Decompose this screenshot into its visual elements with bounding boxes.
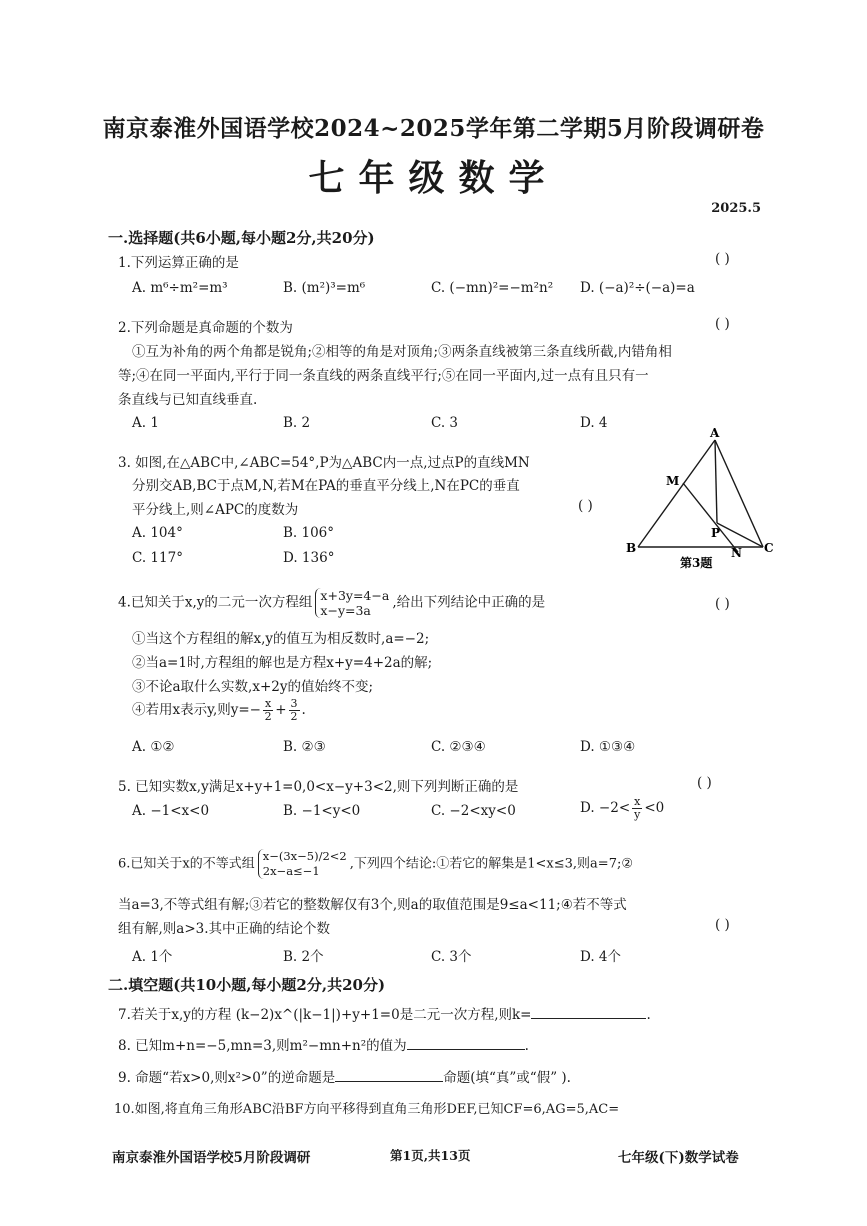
- q2-statements-line2: 等;④在同一平面内,平行于同一条直线的两条直线平行;⑤在同一平面内,过一点有且只有一: [118, 368, 649, 384]
- label-c: C: [764, 541, 774, 555]
- q5-option-b: B. −1<y<0: [283, 803, 361, 819]
- q3-option-a: A. 104°: [132, 525, 183, 541]
- q4-equation-system: [315, 588, 389, 618]
- q2-stem: 2.下列命题是真命题的个数为: [118, 320, 293, 336]
- segment-ab: [638, 440, 715, 547]
- q4-eq2: x−y=3a: [320, 603, 371, 618]
- q6-stem-post: ,下列四个结论:①若它的解集是1<x≤3,则a=7;②: [349, 856, 634, 872]
- q3-stem-line1: 3. 如图,在△ABC中,∠ABC=54°,P为△ABC内一点,过点P的直线MN: [118, 455, 530, 471]
- q6-option-a: A. 1个: [132, 949, 173, 965]
- q7-stem: [118, 1003, 651, 1023]
- q6-stem-pre: 6.已知关于x的不等式组: [118, 856, 255, 872]
- label-m: M: [666, 474, 680, 488]
- q9-post: 命题(填“真”或“假” ).: [443, 1070, 571, 1086]
- section-heading-fill: 二.填空题(共10小题,每小题2分,共20分): [108, 976, 386, 994]
- q2-option-c: C. 3: [431, 415, 459, 431]
- label-p: P: [711, 526, 721, 540]
- q3-answer-paren: ( ): [578, 498, 593, 514]
- q4-conclusion-4: [132, 698, 306, 723]
- q4-f1-num: x: [265, 697, 272, 710]
- q6-stem-line2: 当a=3,不等式组有解;③若它的整数解仅有3个,则a的取值范围是9≤a<11;④若不等式: [118, 897, 627, 913]
- q6-option-b: B. 2个: [283, 949, 324, 965]
- exam-title: 南京泰淮外国语学校2024~2025学年第二学期5月阶段调研卷: [102, 115, 765, 142]
- q4-stem-post: ,给出下列结论中正确的是: [392, 594, 546, 611]
- q7-pre: 7.若关于x,y的方程 (k−2)x^(|k−1|)+y+1=0是二元一次方程,则k=: [118, 1007, 532, 1023]
- q7-answer-blank[interactable]: [531, 1004, 646, 1019]
- q6-stem: [118, 849, 633, 879]
- q8-stem: [118, 1034, 529, 1054]
- segment-ac: [715, 440, 763, 547]
- footer-paper-name: 七年级(下)数学试卷: [618, 1150, 739, 1166]
- q3-triangle-figure: [620, 425, 780, 575]
- q6-inequality-system: [258, 849, 347, 879]
- q5-d-den: y: [634, 808, 641, 821]
- q4-l4-pre: ④若用x表示y,则y=−: [132, 702, 261, 718]
- q6-stem-line3: 组有解,则a>3.其中正确的结论个数: [118, 921, 331, 937]
- q4-option-b: B. ②③: [283, 739, 326, 755]
- q1-option-b: B. (m²)³=m⁶: [283, 280, 366, 296]
- exam-date: 2025.5: [711, 201, 761, 216]
- q4-f2-den: 2: [290, 710, 298, 723]
- q5-d-num: x: [634, 795, 641, 808]
- q4-option-a: A. ①②: [132, 739, 175, 755]
- q5-answer-paren: ( ): [697, 775, 712, 791]
- label-a: A: [710, 426, 720, 440]
- q2-answer-paren: ( ): [715, 316, 730, 332]
- q8-answer-blank[interactable]: [407, 1035, 525, 1050]
- q3-stem-line2: 分别交AB,BC于点M,N,若M在PA的垂直平分线上,N在PC的垂直: [132, 478, 520, 494]
- q4-option-c: C. ②③④: [431, 739, 486, 755]
- q9-pre: 9. 命题“若x>0,则x²>0”的逆命题是: [118, 1070, 336, 1086]
- q4-answer-paren: ( ): [715, 596, 730, 612]
- q2-option-b: B. 2: [283, 415, 311, 431]
- q4-f2-num: 3: [290, 697, 298, 710]
- q4-eq1: x+3y=4−a: [320, 588, 390, 603]
- q8-pre: 8. 已知m+n=−5,mn=3,则m²−mn+n²的值为: [118, 1038, 407, 1054]
- q4-conclusion-2: ②当a=1时,方程组的解也是方程x+y=4+2a的解;: [132, 655, 433, 671]
- q5-d-post: <0: [644, 800, 665, 816]
- exam-subject: 七年级数学: [308, 157, 559, 199]
- q5-d-pre: D. −2<: [580, 800, 631, 816]
- q4-l4-end: .: [301, 702, 306, 718]
- segment-mn: [683, 483, 738, 552]
- section-heading-choice: 一.选择题(共6小题,每小题2分,共20分): [108, 229, 375, 247]
- q5-stem: 5. 已知实数x,y满足x+y+1=0,0<x−y+3<2,则下列判断正确的是: [118, 779, 519, 795]
- q10-stem: 10.如图,将直角三角形ABC沿BF方向平移得到直角三角形DEF,已知CF=6,AG=5,AC=: [114, 1102, 620, 1117]
- q6-ineq1: x−(3x−5)/2<2: [262, 849, 347, 863]
- q1-option-d: D. (−a)²÷(−a)=a: [580, 280, 695, 296]
- q9-stem: [118, 1066, 571, 1086]
- q4-fraction-1: [263, 698, 273, 723]
- q2-statements-line3: 条直线与已知直线垂直.: [118, 392, 258, 408]
- q4-conclusion-1: ①当这个方程组的解x,y的值互为相反数时,a=−2;: [132, 631, 430, 647]
- label-b: B: [626, 541, 637, 555]
- q1-answer-paren: ( ): [715, 251, 730, 267]
- label-n: N: [731, 546, 742, 560]
- q8-post: .: [524, 1038, 529, 1054]
- q4-f1-den: 2: [264, 710, 272, 723]
- q1-option-c: C. (−mn)²=−m²n²: [431, 280, 554, 296]
- footer-page-number: 第1页,共13页: [390, 1148, 471, 1163]
- q6-ineq2: 2x−a≤−1: [262, 864, 320, 878]
- q2-option-a: A. 1: [132, 415, 159, 431]
- q9-answer-blank[interactable]: [335, 1067, 443, 1082]
- q6-answer-paren: ( ): [715, 917, 730, 933]
- q3-option-c: C. 117°: [132, 550, 183, 566]
- q3-stem-line3: 平分线上,则∠APC的度数为: [132, 502, 299, 518]
- q1-stem: 1.下列运算正确的是: [118, 255, 239, 271]
- q3-option-d: D. 136°: [283, 550, 335, 566]
- q5-d-fraction: [632, 796, 642, 821]
- q2-statements-line1: ①互为补角的两个角都是锐角;②相等的角是对顶角;③两条直线被第三条直线所截,内错角相: [132, 344, 672, 360]
- q4-fraction-2: [289, 698, 300, 723]
- q5-option-a: A. −1<x<0: [132, 803, 210, 819]
- q5-option-c: C. −2<xy<0: [431, 803, 516, 819]
- q6-option-c: C. 3个: [431, 949, 472, 965]
- q5-option-d: [580, 796, 664, 821]
- q4-option-d: D. ①③④: [580, 739, 636, 755]
- q1-option-a: A. m⁶÷m²=m³: [132, 280, 228, 296]
- figure-caption: 第3题: [680, 556, 713, 570]
- segment-ap: [715, 440, 717, 523]
- q3-option-b: B. 106°: [283, 525, 335, 541]
- q2-option-d: D. 4: [580, 415, 608, 431]
- footer-school: 南京泰淮外国语学校5月阶段调研: [112, 1150, 311, 1166]
- q4-stem-pre: 4.已知关于x,y的二元一次方程组: [118, 594, 313, 611]
- q6-option-d: D. 4个: [580, 949, 622, 965]
- q4-l4-mid: +: [275, 702, 287, 718]
- q7-post: .: [646, 1007, 651, 1023]
- q4-stem: [118, 588, 545, 618]
- q4-conclusion-3: ③不论a取什么实数,x+2y的值始终不变;: [132, 679, 374, 695]
